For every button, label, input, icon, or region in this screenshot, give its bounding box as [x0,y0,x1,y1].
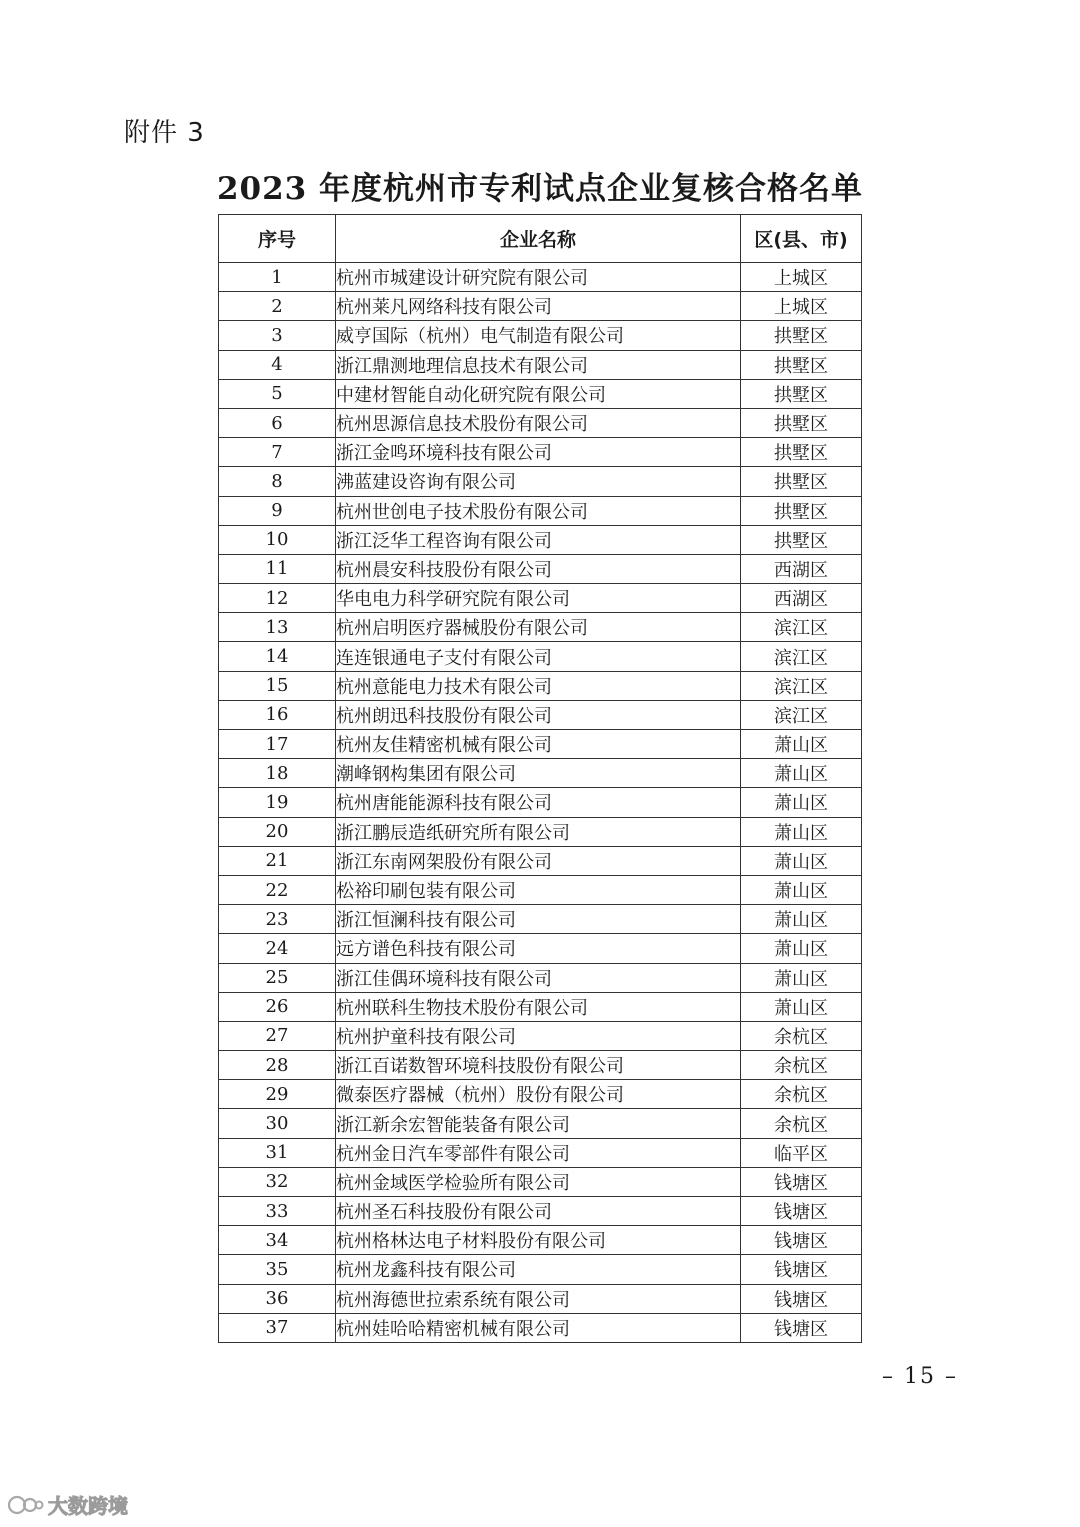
row-index: 1 [219,263,336,292]
row-company-name: 杭州金域医学检验所有限公司 [336,1167,741,1196]
row-district: 萧山区 [741,846,862,875]
table-row [219,875,862,904]
row-district: 钱塘区 [741,1313,862,1342]
row-district: 钱塘区 [741,1167,862,1196]
row-index: 6 [219,408,336,437]
company-list-table [218,214,862,1343]
row-index: 22 [219,875,336,904]
row-company-name: 浙江鼎测地理信息技术有限公司 [336,350,741,379]
row-district: 萧山区 [741,817,862,846]
table-row [219,525,862,554]
row-district: 余杭区 [741,1051,862,1080]
row-district: 余杭区 [741,1109,862,1138]
table-row [219,759,862,788]
row-index: 20 [219,817,336,846]
row-district: 钱塘区 [741,1284,862,1313]
row-district: 拱墅区 [741,467,862,496]
table-row [219,321,862,350]
table-row [219,700,862,729]
table-row [219,1080,862,1109]
row-company-name: 杭州格林达电子材料股份有限公司 [336,1226,741,1255]
row-index: 29 [219,1080,336,1109]
row-district: 萧山区 [741,934,862,963]
row-district: 上城区 [741,263,862,292]
row-district: 余杭区 [741,1021,862,1050]
table-row [219,846,862,875]
row-company-name: 华电电力科学研究院有限公司 [336,584,741,613]
row-index: 23 [219,905,336,934]
row-company-name: 杭州娃哈哈精密机械有限公司 [336,1313,741,1342]
row-company-name: 杭州护童科技有限公司 [336,1021,741,1050]
table-row [219,817,862,846]
table-row [219,1138,862,1167]
row-company-name: 潮峰钢构集团有限公司 [336,759,741,788]
row-index: 14 [219,642,336,671]
row-company-name: 远方谱色科技有限公司 [336,934,741,963]
table-row [219,438,862,467]
header-district: 区(县、市) [741,215,862,263]
table-row [219,1167,862,1196]
row-district: 钱塘区 [741,1255,862,1284]
row-district: 萧山区 [741,875,862,904]
row-index: 12 [219,584,336,613]
table-row [219,408,862,437]
row-district: 临平区 [741,1138,862,1167]
row-index: 19 [219,788,336,817]
document-title: 2023 年度杭州市专利试点企业复核合格名单 [216,171,864,207]
row-index: 21 [219,846,336,875]
row-index: 30 [219,1109,336,1138]
table-row [219,496,862,525]
row-index: 16 [219,700,336,729]
row-company-name: 杭州晨安科技股份有限公司 [336,554,741,583]
row-company-name: 浙江百诺数智环境科技股份有限公司 [336,1051,741,1080]
table-row [219,467,862,496]
row-company-name: 浙江鹏辰造纸研究所有限公司 [336,817,741,846]
row-index: 27 [219,1021,336,1050]
row-index: 32 [219,1167,336,1196]
row-district: 萧山区 [741,730,862,759]
row-index: 34 [219,1226,336,1255]
row-district: 萧山区 [741,963,862,992]
table-row [219,379,862,408]
table-row [219,730,862,759]
row-district: 拱墅区 [741,408,862,437]
row-district: 萧山区 [741,905,862,934]
table-row [219,788,862,817]
row-company-name: 杭州莱凡网络科技有限公司 [336,292,741,321]
row-company-name: 浙江恒澜科技有限公司 [336,905,741,934]
table-body [219,263,862,1343]
row-district: 上城区 [741,292,862,321]
row-company-name: 杭州金日汽车零部件有限公司 [336,1138,741,1167]
row-index: 5 [219,379,336,408]
table-row [219,1255,862,1284]
row-company-name: 微泰医疗器械（杭州）股份有限公司 [336,1080,741,1109]
row-district: 拱墅区 [741,321,862,350]
row-index: 15 [219,671,336,700]
row-company-name: 松裕印刷包装有限公司 [336,875,741,904]
row-index: 17 [219,730,336,759]
table-row [219,1109,862,1138]
row-company-name: 威亨国际（杭州）电气制造有限公司 [336,321,741,350]
table-row [219,671,862,700]
row-district: 余杭区 [741,1080,862,1109]
row-index: 10 [219,525,336,554]
row-company-name: 浙江新余宏智能装备有限公司 [336,1109,741,1138]
row-company-name: 浙江金鸣环境科技有限公司 [336,438,741,467]
table-row [219,1051,862,1080]
row-district: 萧山区 [741,992,862,1021]
watermark-text: 大数跨境 [48,1494,128,1518]
row-company-name: 杭州海德世拉索系统有限公司 [336,1284,741,1313]
row-district: 钱塘区 [741,1226,862,1255]
row-index: 24 [219,934,336,963]
row-company-name: 杭州思源信息技术股份有限公司 [336,408,741,437]
row-index: 9 [219,496,336,525]
row-company-name: 杭州世创电子技术股份有限公司 [336,496,741,525]
table-row [219,292,862,321]
row-district: 西湖区 [741,554,862,583]
row-company-name: 连连银通电子支付有限公司 [336,642,741,671]
table-row [219,934,862,963]
row-index: 31 [219,1138,336,1167]
row-company-name: 浙江佳偶环境科技有限公司 [336,963,741,992]
row-company-name: 杭州圣石科技股份有限公司 [336,1197,741,1226]
row-index: 11 [219,554,336,583]
table-row [219,584,862,613]
table-row [219,963,862,992]
table-header-row [219,215,862,263]
row-district: 滨江区 [741,642,862,671]
row-index: 36 [219,1284,336,1313]
table-row [219,1284,862,1313]
page-number: – 15 – [882,1364,958,1389]
row-district: 萧山区 [741,788,862,817]
watermark [8,1490,128,1519]
table-row [219,642,862,671]
table-row [219,1226,862,1255]
row-index: 3 [219,321,336,350]
row-district: 拱墅区 [741,350,862,379]
attachment-label: 附件 3 [124,118,205,148]
row-district: 拱墅区 [741,525,862,554]
row-index: 26 [219,992,336,1021]
row-index: 18 [219,759,336,788]
table-row [219,554,862,583]
row-index: 2 [219,292,336,321]
row-company-name: 沸蓝建设咨询有限公司 [336,467,741,496]
row-company-name: 杭州启明医疗器械股份有限公司 [336,613,741,642]
table-row [219,263,862,292]
row-district: 钱塘区 [741,1197,862,1226]
row-company-name: 中建材智能自动化研究院有限公司 [336,379,741,408]
row-company-name: 浙江东南网架股份有限公司 [336,846,741,875]
row-company-name: 浙江泛华工程咨询有限公司 [336,525,741,554]
row-district: 滨江区 [741,613,862,642]
row-company-name: 杭州友佳精密机械有限公司 [336,730,741,759]
table-row [219,1197,862,1226]
row-company-name: 杭州龙鑫科技有限公司 [336,1255,741,1284]
row-company-name: 杭州市城建设计研究院有限公司 [336,263,741,292]
row-index: 28 [219,1051,336,1080]
row-district: 萧山区 [741,759,862,788]
table-row [219,905,862,934]
row-index: 4 [219,350,336,379]
table-row [219,992,862,1021]
row-district: 滨江区 [741,700,862,729]
row-district: 滨江区 [741,671,862,700]
row-district: 西湖区 [741,584,862,613]
table-row [219,1313,862,1342]
row-company-name: 杭州意能电力技术有限公司 [336,671,741,700]
row-district: 拱墅区 [741,379,862,408]
row-index: 35 [219,1255,336,1284]
row-company-name: 杭州唐能能源科技有限公司 [336,788,741,817]
header-company-name: 企业名称 [336,215,741,263]
row-district: 拱墅区 [741,496,862,525]
table-row [219,1021,862,1050]
row-index: 8 [219,467,336,496]
row-index: 25 [219,963,336,992]
row-company-name: 杭州联科生物技术股份有限公司 [336,992,741,1021]
header-index: 序号 [219,215,336,263]
row-district: 拱墅区 [741,438,862,467]
row-index: 33 [219,1197,336,1226]
table-row [219,350,862,379]
row-index: 13 [219,613,336,642]
row-index: 7 [219,438,336,467]
table-row [219,613,862,642]
logo-mark-icon [8,1494,44,1516]
row-company-name: 杭州朗迅科技股份有限公司 [336,700,741,729]
row-index: 37 [219,1313,336,1342]
